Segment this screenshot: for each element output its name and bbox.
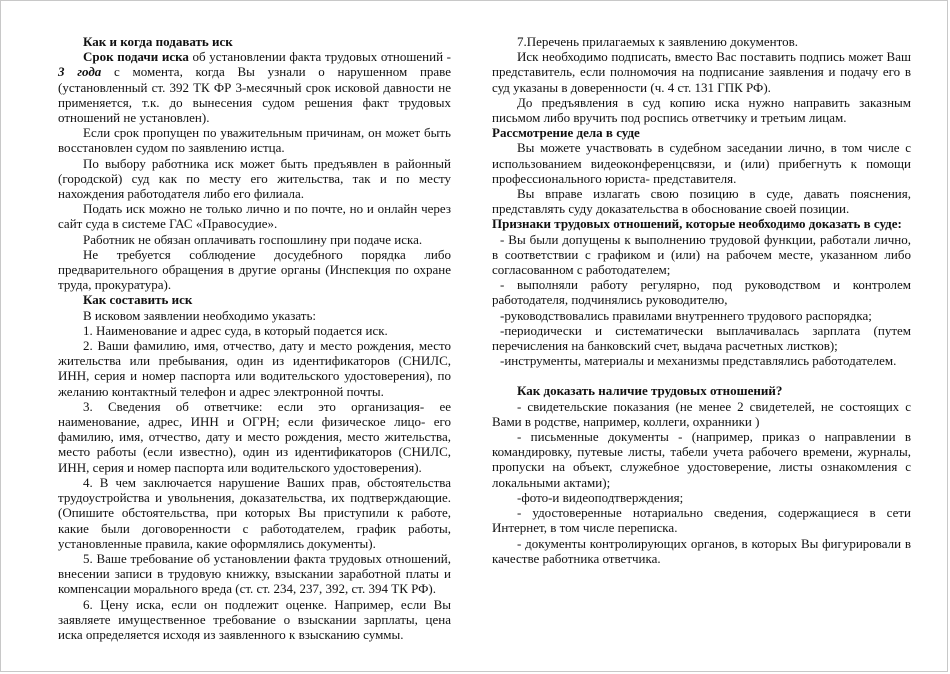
list-item: 4. В чем заключается нарушение Ваших прав, обстоятельства трудоустройства и увольнения, доказательства, их подтверждающие. (Опишите обстоятельства, при которых Вы приступили к работе, какие были договоренности с работодателем, график работы, установленные правила, какие оформлялись документы).: [58, 474, 451, 551]
heading-how-to-prove: Как доказать наличие трудовых отношений?: [517, 383, 783, 399]
deadline-mid: об установлении факта трудовых отношений -: [188, 49, 451, 65]
paragraph-fee: Работник не обязан оплачивать госпошлину при подаче иска.: [83, 231, 423, 247]
paragraph-video: Вы можете участвовать в судебном заседании лично, в том числе с использованием видеоконференцсвязи, и (или) прибегнуть к помощи профессионального юриста- представителя.: [492, 140, 911, 186]
paragraph-online: Подать иск можно не только лично и по почте, но и онлайн через сайт суда в системе ГАС «Правосудие».: [58, 201, 451, 232]
list-item: 6. Цену иска, если он подлежит оценке. Например, если Вы заявляете имущественное требование о взыскании зарплаты, цена иска определяется исходя из заявленного к взысканию суммы.: [58, 596, 451, 642]
paragraph-specify: В исковом заявлении необходимо указать:: [83, 307, 317, 323]
heading-compose: Как составить иск: [83, 292, 193, 308]
heading-when-to-file: Как и когда подавать иск: [83, 34, 233, 49]
list-item: - документы контролирующих органов, в которых Вы фигурировали в качестве работника ответчика.: [492, 535, 911, 566]
list-item: - выполняли работу регулярно, под руководством и контролем работодателя, подчинялись руководителю,: [492, 277, 911, 308]
list-item: -периодически и систематически выплачивалась зарплата (путем перечисления на банковский счет, выдача расчетных листков);: [492, 322, 911, 354]
paragraph-restore: Если срок пропущен по уважительным причинам, он может быть восстановлен судом по заявлению истца.: [58, 125, 451, 156]
spacer: [492, 368, 911, 383]
list-item: 1. Наименование и адрес суда, в который подается иск.: [83, 322, 388, 338]
heading-signs: Признаки трудовых отношений, которые необходимо доказать в суде:: [492, 216, 902, 232]
list-item: -инструменты, материалы и механизмы представлялись работодателем.: [500, 353, 897, 369]
list-item: 3. Сведения об ответчике: если это организация- ее наименование, адрес, ИНН и ОГРН; если физическое лицо- его фамилию, имя, отчество, дату и место рождения, место жительства, место работы (если известно), один из идентификаторов (СНИЛС, ИНН, серия и номер паспорта или водительского удостоверения).: [58, 398, 451, 475]
heading-court-review: Рассмотрение дела в суде: [492, 125, 640, 141]
list-item: 7.Перечень прилагаемых к заявлению документов.: [517, 34, 799, 49]
list-item: - Вы были допущены к выполнению трудовой функции, работали лично, в соответствии с графиком и (или) на рабочем месте, указанном либо согласованном с работодателем;: [492, 231, 911, 278]
list-item: 2. Ваши фамилию, имя, отчество, дату и место рождения, место жительства или пребывания, один из идентификаторов (СНИЛС, ИНН, серия и номер паспорта или водительского удостоверения), по желанию контактный телефон и адрес электронной почты.: [58, 338, 451, 399]
left-column: [58, 34, 451, 642]
paragraph-deadline: [58, 49, 451, 125]
list-item: -руководствовались правилами внутреннего трудового распорядка;: [500, 307, 872, 323]
list-item: - свидетельские показания (не менее 2 свидетелей, не состоящих с Вами в родстве, например, коллеги, охранники ): [492, 398, 911, 429]
paragraph-sign: Иск необходимо подписать, вместо Вас поставить подпись может Ваш представитель, если полномочия на подписание заявления и подачу его в суд указаны в доверенности (ч. 4 ст. 131 ГПК РФ).: [492, 49, 911, 95]
right-column: [492, 34, 911, 566]
list-item: 5. Ваше требование об установлении факта трудовых отношений, внесении записи в трудовую книжку, взыскании заработной платы и компенсации морального вреда (ст. ст. 234, 237, 392, ст. 394 ТК РФ).: [58, 550, 451, 597]
list-item: - письменные документы - (например, приказ о направлении в командировку, путевые листы, табели учета рабочего времени, журналы, пропуски на объект, служебное удостоверение, листы ознакомления с локальными актами);: [492, 429, 911, 490]
paragraph-pretrial: Не требуется соблюдение досудебного порядка либо предварительного обращения в другие органы (Инспекция по охране труда, прокуратура).: [58, 246, 451, 293]
deadline-lead: Срок подачи иска: [83, 49, 189, 65]
paragraph-position: Вы вправе излагать свою позицию в суде, давать пояснения, представлять суду доказательства в обоснование своей позиции.: [492, 186, 911, 217]
paragraph-copy: До предъявления в суд копию иска нужно направить заказным письмом либо вручить под роспись ответчику и третьим лицам.: [492, 94, 911, 126]
deadline-rest: с момента, когда Вы узнали о нарушенном праве (установленный ст. 392 ТК ФР 3-месячный срок исковой давности не применяется, т.к. до вынесения судом решения факт трудовых отношений не установлен).: [58, 64, 452, 126]
list-item: - удостоверенные нотариально сведения, содержащиеся в сети Интернет, в том числе переписка.: [492, 505, 911, 536]
list-item: -фото-и видеоподтверждения;: [517, 489, 684, 505]
deadline-years: 3 года: [58, 64, 102, 80]
paragraph-court: По выбору работника иск может быть предъявлен в районный (городской) суд как по месту его жительства, так и по месту нахождения работодателя либо его филиала.: [58, 155, 451, 202]
